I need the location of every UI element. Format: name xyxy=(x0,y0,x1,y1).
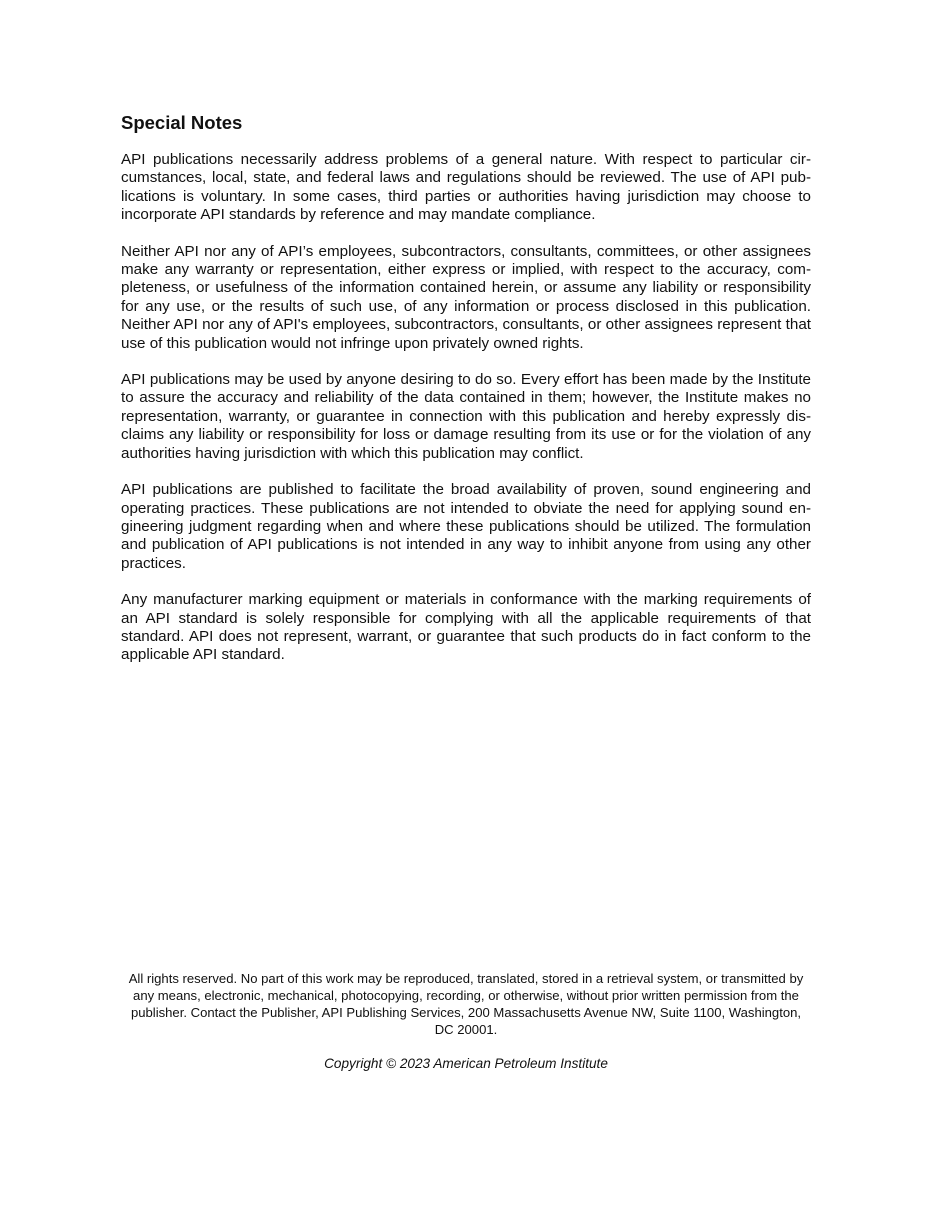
section-heading: Special Notes xyxy=(121,112,243,133)
page-footer xyxy=(124,970,808,1072)
paragraph-facilitate-availability: API publications are published to facilitate the broad availability of proven, sound engineering and operating practices. These publications are not intended to obviate the need for applying sound engineering judgment regarding when and where these publications should be utilized. The formulation and publication of API publications is not intended in any way to inhibit anyone from using any other practices. xyxy=(121,481,811,572)
paragraph-use-by-anyone: API publications may be used by anyone desiring to do so. Every effort has been made by the Institute to assure the accuracy and reliability of the data contained in them; however, the Institute makes no representation, warranty, or guarantee in connection with this publication and hereby expressly disclaims any liability or responsibility for loss or damage resulting from its use or for the violation of any authorities having jurisdiction with which this publication may conflict. xyxy=(121,371,811,462)
paragraph-no-warranty: Neither API nor any of API’s employees, subcontractors, consultants, committees, or other assignees make any warranty or representation, either express or implied, with respect to the accuracy, completeness, or usefulness of the information contained herein, or assume any liability or responsibility for any use, or the results of such use, of any information or process disclosed in this publication. Neither API nor any of API's employees, subcontractors, consultants, or other assignees represent that use of this publication would not infringe upon privately owned rights. xyxy=(121,242,811,352)
paragraph-general-nature: API publications necessarily address problems of a general nature. With respect to particular circumstances, local, state, and federal laws and regulations should be reviewed. The use of API publications is voluntary. In some cases, third parties or authorities having jurisdiction may choose to incorporate API standards by reference and may mandate compliance. xyxy=(121,151,811,224)
special-notes-section xyxy=(121,112,811,683)
rights-reserved-notice: All rights reserved. No part of this work may be reproduced, translated, stored in a retrieval system, or transmitted by any means, electronic, mechanical, photocopying, recording, or otherwise, without prior written permission from the publisher. Contact the Publisher, API Publishing Services, 200 Massachusetts Avenue NW, Suite 1100, Washington, DC 20001. xyxy=(128,971,804,1037)
paragraph-manufacturer-marking: Any manufacturer marking equipment or materials in conformance with the marking requirements of an API standard is solely responsible for complying with all the applicable requirements of that standard. API does not represent, warrant, or guarantee that such products do in fact conform to the applicable API standard. xyxy=(121,591,811,664)
copyright-line: Copyright © 2023 American Petroleum Institute xyxy=(324,1056,608,1071)
